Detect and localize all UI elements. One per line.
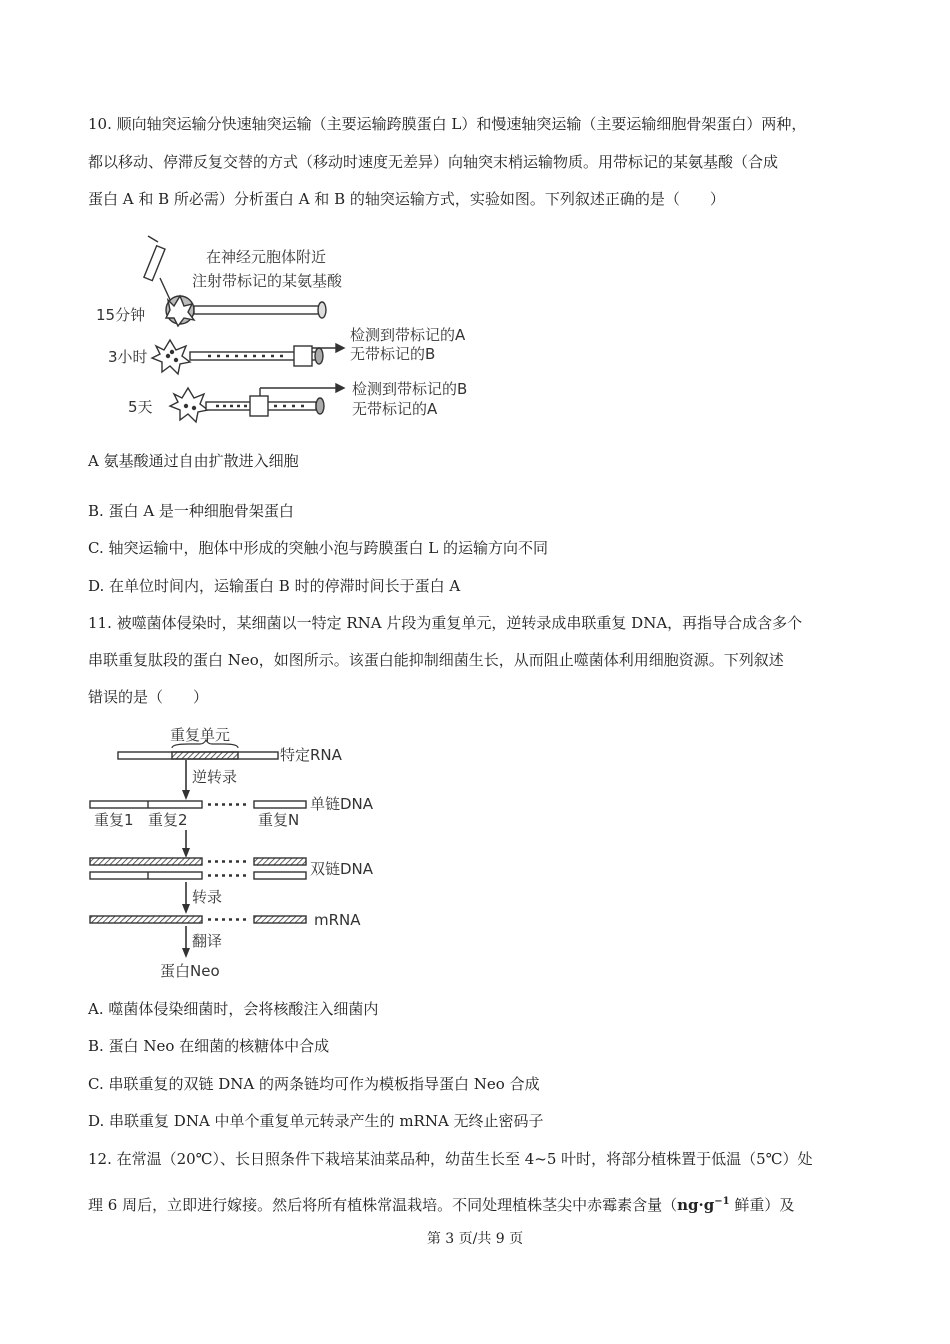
inject-label-2: 注射带标记的某氨基酸 [192, 272, 343, 290]
q11-stem-line2: 串联重复肽段的蛋白 Neo，如图所示。该蛋白能抑制细菌生长，从而阻止噬菌体利用细胞资源。下列叙述 [88, 651, 784, 669]
neuron-3h [152, 340, 344, 374]
neuron-5d [170, 384, 344, 422]
unit-exponent: −1 [714, 1196, 730, 1207]
time-15min: 15分钟 [96, 306, 146, 324]
q11-figure [88, 722, 388, 984]
q10-stem-line3: 蛋白 A 和 B 所必需）分析蛋白 A 和 B 的轴突运输方式，实验如图。下列叙述正确的是（ ） [88, 190, 725, 208]
result-5d-line1: 检测到带标记的B [352, 380, 468, 398]
q12-stem-line2 [88, 1192, 878, 1215]
specific-rna-label: 特定RNA [280, 746, 342, 764]
reverse-transcription-label: 逆转录 [192, 768, 238, 786]
inject-label-1: 在神经元胞体附近 [206, 248, 327, 266]
time-5d: 5天 [128, 398, 153, 416]
q11-stem-line1: 11. 被噬菌体侵染时，某细菌以一特定 RNA 片段为重复单元，逆转录成串联重复 DNA，再指导合成含多个 [88, 614, 803, 632]
q10-stem-line1: 10. 顺向轴突运输分快速轴突运输（主要运输跨膜蛋白 L）和慢速轴突运输（主要运输细胞骨架蛋白）两种， [88, 115, 807, 133]
mrna-label: mRNA [314, 911, 361, 929]
repeat-unit-label: 重复单元 [170, 726, 231, 744]
q11-option-b: B. 蛋白 Neo 在细菌的核糖体中合成 [88, 1037, 330, 1055]
dsdna-label: 双链DNA [310, 860, 374, 878]
q11-option-c: C. 串联重复的双链 DNA 的两条链均可作为模板指导蛋白 Neo 合成 [88, 1075, 540, 1093]
page-footer: 第 3 页/共 9 页 [426, 1231, 524, 1247]
q10-option-c: C. 轴突运输中，胞体中形成的突触小泡与跨膜蛋白 L 的运输方向不同 [88, 539, 548, 557]
q11-option-a: A. 噬菌体侵染细菌时，会将核酸注入细菌内 [88, 1000, 379, 1018]
result-3h-line1: 检测到带标记的A [350, 326, 466, 344]
time-3h: 3小时 [108, 348, 148, 366]
unit-text: ng·g [677, 1196, 715, 1214]
q12-line2-start: 理 6 周后，立即进行嫁接。然后将所有植株常温栽培。不同处理植株茎尖中赤霉素含量（ [88, 1196, 678, 1214]
q10-option-b: B. 蛋白 A 是一种细胞骨架蛋白 [88, 502, 294, 520]
result-3h-line2: 无带标记的B [350, 345, 436, 363]
syringe-icon [144, 236, 172, 304]
repeatN-label: 重复N [258, 811, 300, 829]
ssdna-label: 单链DNA [310, 795, 374, 813]
q12-stem-line1: 12. 在常温（20℃）、长日照条件下栽培某油菜品种，幼苗生长至 4~5 叶时，将部分植株置于低温（5℃）处 [88, 1150, 813, 1168]
q11-option-d: D. 串联重复 DNA 中单个重复单元转录产生的 mRNA 无终止密码子 [88, 1112, 544, 1130]
repeat1-label: 重复1 [94, 811, 134, 829]
q10-option-d: D. 在单位时间内，运输蛋白 B 时的停滞时间长于蛋白 A [88, 577, 461, 595]
q12-unit [677, 1196, 729, 1214]
q11-stem-line3: 错误的是（ ） [88, 688, 209, 706]
neuron-15min [166, 296, 326, 326]
result-5d-line2: 无带标记的A [352, 400, 438, 418]
translation-label: 翻译 [192, 932, 223, 950]
repeat2-label: 重复2 [148, 811, 188, 829]
q10-figure [88, 232, 488, 432]
transcription-label: 转录 [192, 888, 223, 906]
protein-neo-label: 蛋白Neo [160, 962, 220, 980]
q12-line2-end: 鲜重）及 [729, 1196, 795, 1214]
q10-option-a: A 氨基酸通过自由扩散进入细胞 [88, 452, 299, 470]
q10-stem-line2: 都以移动、停滞反复交替的方式（移动时速度无差异）向轴突末梢运输物质。用带标记的某氨基酸（合成 [88, 153, 779, 171]
